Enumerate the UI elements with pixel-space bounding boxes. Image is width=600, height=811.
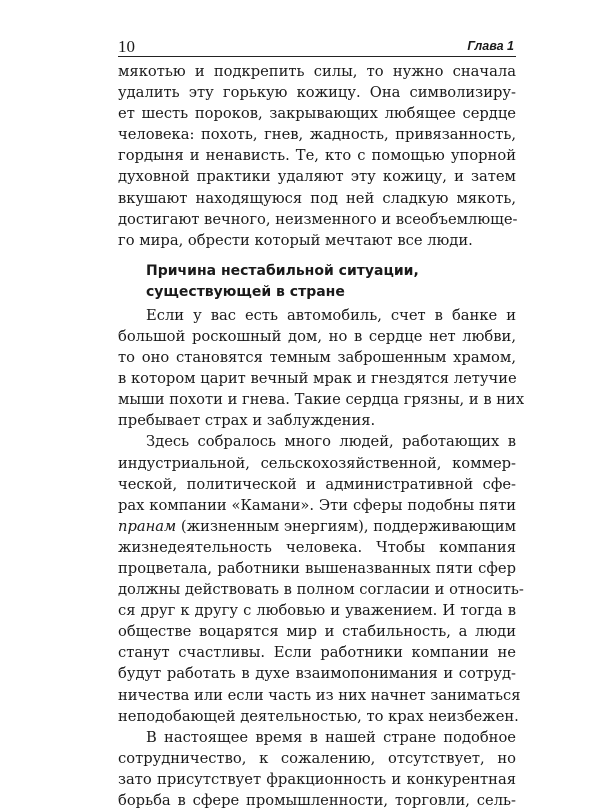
- text-line: гордыня и ненависть. Те, кто с помощью упорной: [118, 147, 516, 165]
- text-line: процветала, работники вышеназванных пяти сфер: [118, 559, 516, 577]
- text-line: большой роскошный дом, но в сердце нет любви,: [118, 327, 516, 345]
- text-line: ческой, политической и административной сфе-: [118, 475, 516, 493]
- chapter-title: Глава 1: [467, 39, 514, 53]
- text-line: в котором царит вечный мрак и гнездятся летучие: [118, 370, 517, 388]
- text-line: обществе воцарятся мир и стабильность, а люди: [118, 623, 516, 641]
- text-line: то оно становятся темным заброшенным храмом,: [118, 349, 516, 367]
- text-line: будут работать в духе взаимопонимания и сотруд-: [118, 665, 516, 683]
- section-heading-line: существующей в стране: [146, 283, 345, 300]
- text-line: неподобающей деятельностью, то крах неизбежен.: [118, 707, 519, 725]
- text-line: ся друг к другу с любовью и уважением. И тогда в: [118, 602, 516, 620]
- section-heading-line: Причина нестабильной ситуации,: [146, 262, 419, 279]
- text-line: пранам (жизненным энергиям), поддерживающим: [118, 517, 516, 535]
- text-line: мякотью и подкрепить силы, то нужно сначала: [118, 63, 516, 80]
- paragraph-3: [118, 431, 524, 726]
- text-line: Здесь собралось много людей, работающих в: [146, 433, 516, 451]
- text-line: человека: похоть, гнев, жадность, привязанность,: [118, 126, 516, 144]
- text-line: борьба в сфере промышленности, торговли, сель-: [118, 792, 516, 809]
- text-line: го мира, обрести который мечтают все люди.: [118, 231, 473, 249]
- text-line: удалить эту горькую кожицу. Она символизиру-: [118, 84, 516, 102]
- running-header: [118, 34, 516, 57]
- section-heading: [118, 261, 516, 303]
- text-line: сотрудничество, к сожалению, отсутствует, но: [118, 749, 516, 767]
- text-line: духовной практики удаляют эту кожицу, и затем: [118, 168, 516, 186]
- text-line: мыши похоти и гнева. Такие сердца грязны, и в них: [118, 391, 525, 409]
- text-line: Если у вас есть автомобиль, счет в банке и: [146, 306, 516, 324]
- text-line: жизнедеятельность человека. Чтобы компания: [118, 538, 516, 556]
- text-line: должны действовать в полном согласии и относить-: [118, 581, 524, 599]
- page-number: 10: [118, 37, 135, 56]
- text-line: станут счастливы. Если работники компании не: [118, 644, 516, 662]
- page-body: [118, 61, 525, 811]
- text-line: достигают вечного, неизменного и всеобъемлюще-: [118, 210, 518, 228]
- text-line: зато присутствует фракционность и конкурентная: [118, 770, 516, 788]
- text-line: ет шесть пороков, закрывающих любящее сердце: [118, 105, 516, 123]
- paragraph-1: [118, 61, 516, 251]
- text-line: индустриальной, сельскохозяйственной, коммер-: [118, 454, 516, 472]
- text-line: пребывает страх и заблуждения.: [118, 412, 376, 430]
- paragraph-2: [118, 305, 525, 432]
- text-line: рах компании «Камани». Эти сферы подобны пяти: [118, 496, 516, 514]
- text-line: ничества или если часть из них начнет заниматься: [118, 686, 521, 704]
- text-line: В настоящее время в нашей стране подобное: [146, 728, 516, 746]
- text-line: вкушают находящуюся под ней сладкую мякоть,: [118, 189, 516, 207]
- paragraph-4: [118, 727, 516, 811]
